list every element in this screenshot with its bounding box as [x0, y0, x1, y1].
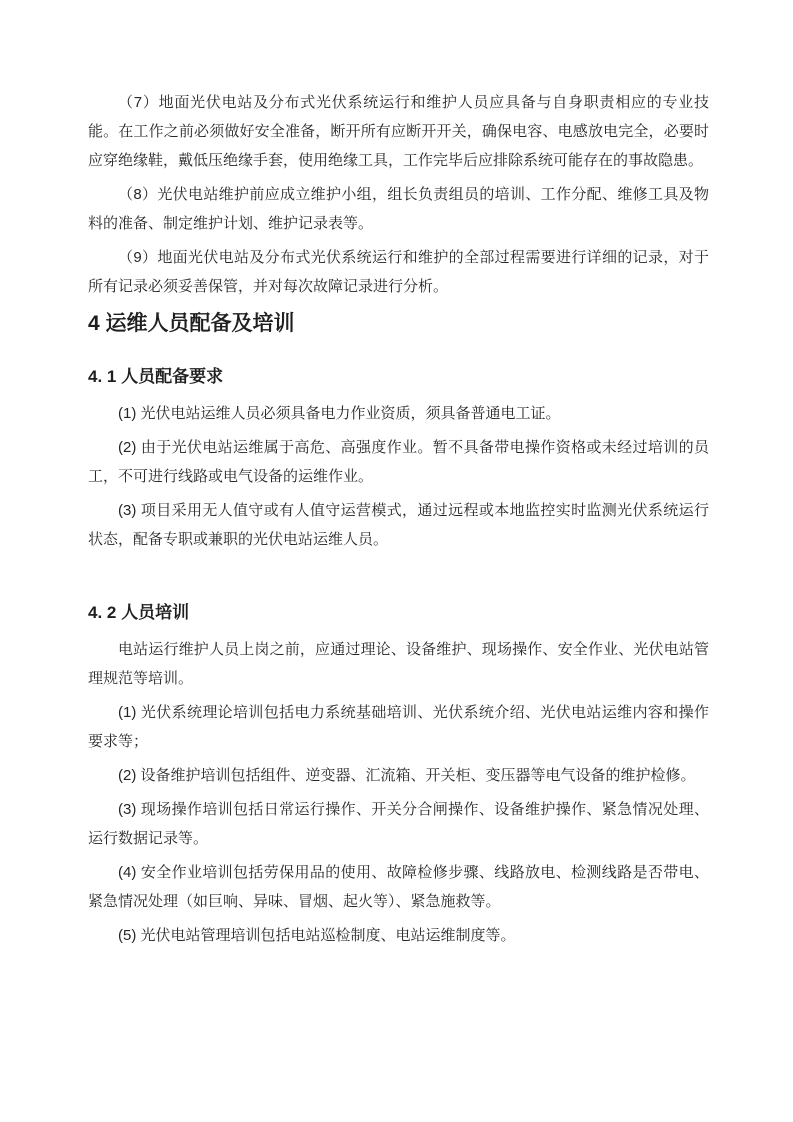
- section-4-1-item-3: (3) 项目采用无人值守或有人值守运营模式，通过远程或本地监控实时监测光伏系统运行状态，配备专职或兼职的光伏电站运维人员。: [88, 502, 709, 548]
- paragraph-item-9: （9）地面光伏电站及分布式光伏系统运行和维护的全部过程需要进行详细的记录，对于所有记录必须妥善保管，并对每次故障记录进行分析。: [88, 249, 709, 295]
- section-4-2-intro: 电站运行维护人员上岗之前，应通过理论、设备维护、现场操作、安全作业、光伏电站管理规范等培训。: [88, 641, 709, 687]
- section-4-1-heading: 4. 1 人员配备要求: [88, 367, 224, 386]
- section-4-1-item-2: (2) 由于光伏电站运维属于高危、高强度作业。暂不具备带电操作资格或未经过培训的员工，不可进行线路或电气设备的运维作业。: [88, 439, 709, 485]
- section-4-2-item-2: (2) 设备维护培训包括组件、逆变器、汇流箱、开关柜、变压器等电气设备的维护检修。: [118, 767, 696, 784]
- paragraph-item-8: （8）光伏电站维护前应成立维护小组，组长负责组员的培训、工作分配、维修工具及物料的准备、制定维护计划、维护记录表等。: [88, 186, 709, 232]
- section-4-2-heading: 4. 2 人员培训: [88, 603, 190, 622]
- paragraph-item-7: （7）地面光伏电站及分布式光伏系统运行和维护人员应具备与自身职责相应的专业技能。在工作之前必须做好安全准备，断开所有应断开开关，确保电容、电感放电完全，必要时应穿绝缘鞋，戴低压绝缘手套，使用绝缘工具，工作完毕后应排除系统可能存在的事故隐患。: [88, 94, 709, 169]
- section-4-2-item-1: (1) 光伏系统理论培训包括电力系统基础培训、光伏系统介绍、光伏电站运维内容和操作要求等；: [88, 704, 709, 750]
- chapter-heading: 4 运维人员配备及培训: [88, 312, 295, 335]
- section-4-1-item-1: (1) 光伏电站运维人员必须具备电力作业资质，须具备普通电工证。: [118, 405, 561, 422]
- section-4-2-item-5: (5) 光伏电站管理培训包括电站巡检制度、电站运维制度等。: [118, 927, 516, 944]
- section-4-2-item-3: (3) 现场操作培训包括日常运行操作、开关分合闸操作、设备维护操作、紧急情况处理、运行数据记录等。: [88, 801, 709, 847]
- section-4-2-item-4: (4) 安全作业培训包括劳保用品的使用、故障检修步骤、线路放电、检测线路是否带电、紧急情况处理（如巨响、异味、冒烟、起火等）、紧急施救等。: [88, 864, 709, 910]
